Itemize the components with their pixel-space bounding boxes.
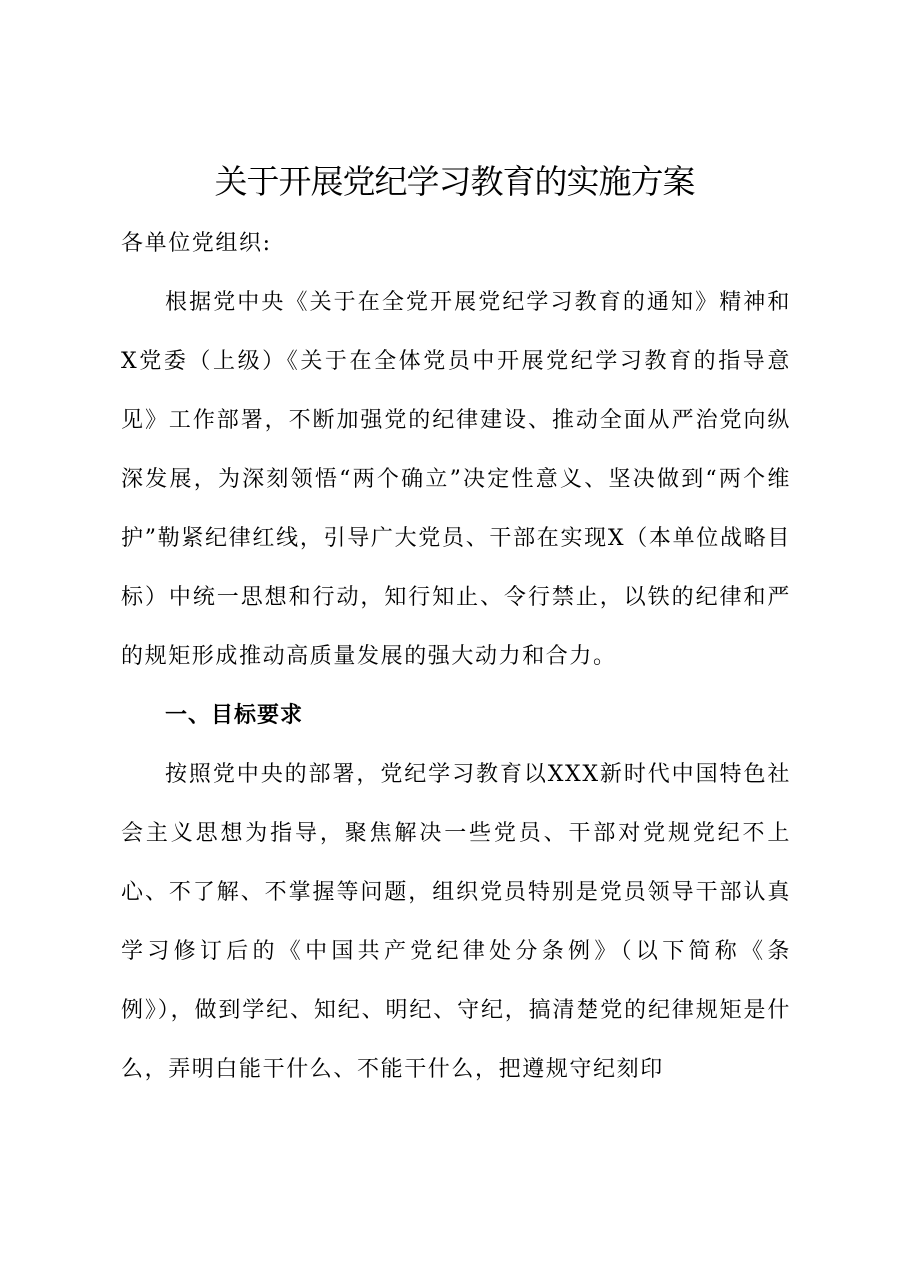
section-heading-goals: 一、目标要求 — [165, 703, 304, 728]
document-title: 关于开展党纪学习教育的实施方案 — [214, 162, 695, 201]
goals-paragraph: 按照党中央的部署，党纪学习教育以XXX新时代中国特色社会主义思想为指导，聚焦解决一些党员、干部对党规党纪不上心、不了解、不掌握等问题，组织党员特别是党员领导干部认真学习修订后的《中国共产党纪律处分条例》（以下简称《条例》），做到学纪、知纪、明纪、守纪，搞清楚党的纪律规矩是什么，弄明白能干什么、不能干什么，把遵规守纪刻印 — [121, 762, 791, 1082]
salutation: 各单位党组织: — [121, 231, 272, 256]
document-body — [121, 214, 791, 1099]
intro-paragraph: 根据党中央《关于在全党开展党纪学习教育的通知》精神和X党委（上级）《关于在全体党员中开展党纪学习教育的指导意见》工作部署，不断加强党的纪律建设、推动全面从严治党向纵深发展，为深刻领悟“两个确立”决定性意义、坚决做到“两个维护”勒紧纪律红线，引导广大党员、干部在实现X（本单位战略目标）中统一思想和行动，知行知止、令行禁止，以铁的纪律和严的规矩形成推动高质量发展的强大动力和合力。 — [121, 290, 791, 669]
